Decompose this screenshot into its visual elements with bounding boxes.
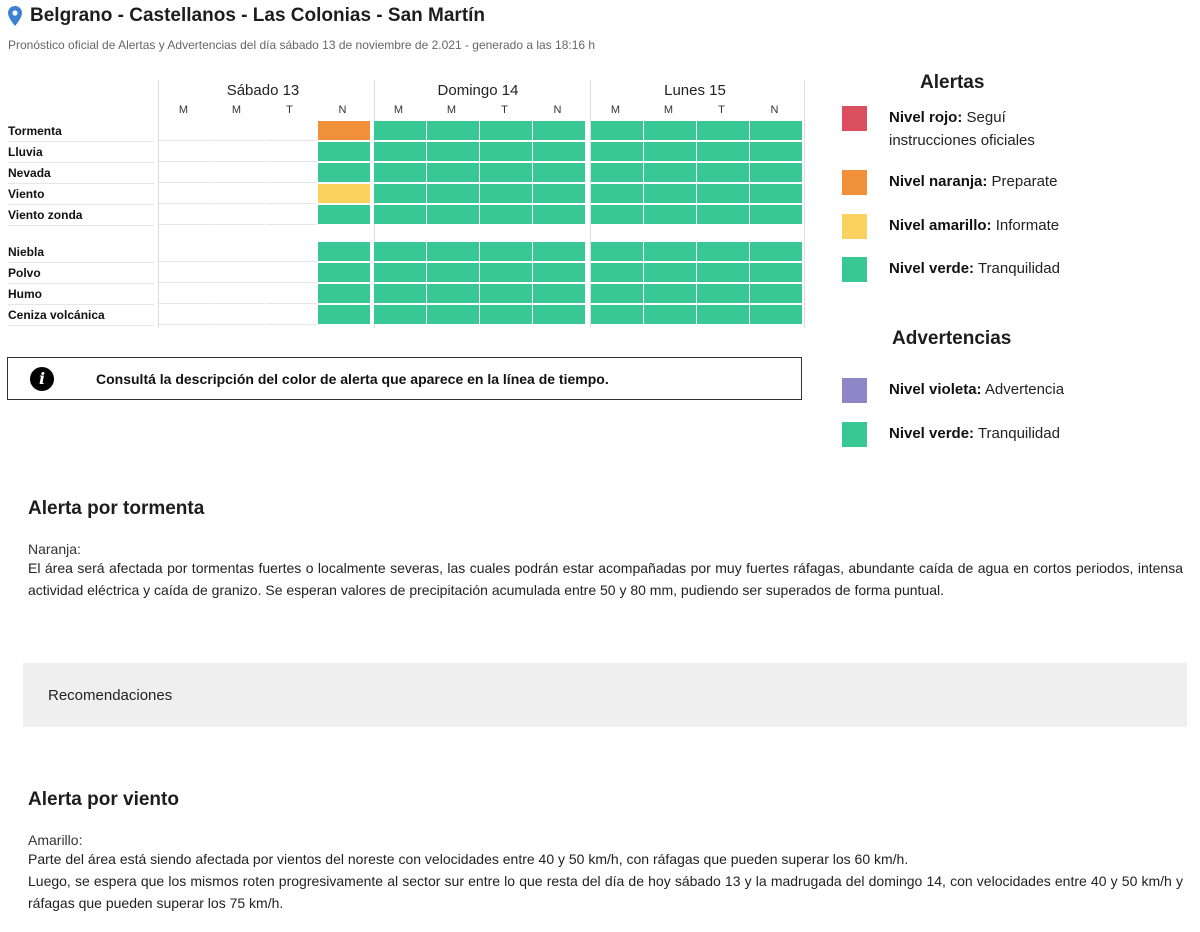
- phenomenon-label: Viento zonda: [8, 205, 154, 226]
- time-slot-label: T: [718, 104, 725, 116]
- legend-item-naranja: [842, 170, 1089, 195]
- legend-item-violeta: [842, 378, 1089, 403]
- legend-swatch: [842, 257, 867, 282]
- time-slot-label: M: [231, 104, 242, 116]
- alert-cell-verde[interactable]: [644, 242, 696, 261]
- time-slot-label: T: [286, 104, 293, 116]
- alert-cell-empty[interactable]: [212, 284, 264, 304]
- legend-advertencias-title: Advertencias: [892, 328, 1012, 349]
- alert-cell-verde[interactable]: [591, 163, 643, 182]
- alert-cell-verde[interactable]: [318, 263, 370, 282]
- alert-cell-verde[interactable]: [427, 242, 479, 261]
- phenomenon-label: Viento: [8, 184, 154, 205]
- alert-cell-verde[interactable]: [480, 142, 532, 161]
- alert-cell-empty[interactable]: [212, 121, 264, 141]
- legend-item-rojo: [842, 106, 1089, 152]
- alert-cell-verde[interactable]: [697, 205, 749, 224]
- recomendaciones-accordion[interactable]: [23, 663, 1187, 727]
- legend-level-desc: Informate: [995, 217, 1060, 234]
- alert-cell-empty[interactable]: [212, 305, 264, 325]
- alert-cell-verde[interactable]: [533, 121, 585, 140]
- alert-cell-empty[interactable]: [159, 284, 211, 304]
- alert-cell-verde[interactable]: [591, 184, 643, 203]
- alert-cell-empty[interactable]: [265, 142, 317, 162]
- alert-cell-empty[interactable]: [159, 305, 211, 325]
- alert-cell-verde[interactable]: [644, 205, 696, 224]
- alert-cell-verde[interactable]: [697, 184, 749, 203]
- alert-cell-verde[interactable]: [374, 184, 426, 203]
- alert-cell-verde[interactable]: [374, 263, 426, 282]
- alert-cell-verde[interactable]: [533, 242, 585, 261]
- alert-cell-empty[interactable]: [265, 184, 317, 204]
- phenomenon-label: Polvo: [8, 263, 154, 284]
- alert-cell-empty[interactable]: [159, 242, 211, 262]
- alert-cell-verde[interactable]: [374, 121, 426, 140]
- alert-cell-verde[interactable]: [318, 163, 370, 182]
- legend-alertas-title: Alertas: [920, 72, 985, 93]
- alert-cell-verde[interactable]: [427, 121, 479, 140]
- alert-cell-verde[interactable]: [697, 121, 749, 140]
- alert-cell-verde[interactable]: [644, 142, 696, 161]
- legend-level-desc: Tranquilidad: [977, 260, 1060, 277]
- legend-swatch: [842, 422, 867, 447]
- alert-cell-verde[interactable]: [374, 305, 426, 324]
- legend-level-name: Nivel verde:: [889, 260, 975, 277]
- alert-cell-verde[interactable]: [644, 163, 696, 182]
- alert-cell-amarillo[interactable]: [318, 184, 370, 203]
- alert-cell-empty[interactable]: [265, 242, 317, 262]
- alert-cell-verde[interactable]: [644, 121, 696, 140]
- legend-level-desc: Advertencia: [984, 381, 1065, 398]
- alert-cell-empty[interactable]: [265, 284, 317, 304]
- alert-cell-verde[interactable]: [750, 263, 802, 282]
- alert-paragraph: Luego, se espera que los mismos roten progresivamente al sector sur entre lo que resta del día de hoy sábado 13 y la madrugada del domingo 14, con velocidades entre 40 y 50 km/h y ráfagas que pueden superar los 75 km/h.: [28, 873, 1183, 911]
- day-label: Lunes 15: [664, 82, 726, 99]
- time-slot-label: N: [338, 104, 347, 116]
- alert-cell-verde[interactable]: [533, 305, 585, 324]
- alert-cell-verde[interactable]: [318, 242, 370, 261]
- alert-cell-empty[interactable]: [212, 205, 264, 225]
- alert-cell-verde[interactable]: [533, 184, 585, 203]
- alert-cell-empty[interactable]: [159, 163, 211, 183]
- legend-swatch: [842, 106, 867, 131]
- alert-cell-verde[interactable]: [644, 305, 696, 324]
- alert-cell-empty[interactable]: [212, 242, 264, 262]
- alert-cell-verde[interactable]: [644, 284, 696, 303]
- time-slot-label: N: [770, 104, 779, 116]
- alert-cell-empty[interactable]: [159, 263, 211, 283]
- alert-cell-verde[interactable]: [374, 142, 426, 161]
- alert-cell-verde[interactable]: [427, 305, 479, 324]
- alert-title: Alerta por viento: [28, 789, 179, 810]
- location-pin-icon: [8, 6, 22, 26]
- legend-level-name: Nivel verde:: [889, 425, 975, 442]
- day-label: Domingo 14: [437, 82, 519, 99]
- time-slot-label: N: [553, 104, 562, 116]
- page-header: [8, 4, 1188, 52]
- alert-cell-verde[interactable]: [533, 163, 585, 182]
- legend-text: [889, 170, 1089, 195]
- alert-cell-verde[interactable]: [427, 284, 479, 303]
- alert-cell-verde[interactable]: [591, 242, 643, 261]
- page-title: Belgrano - Castellanos - Las Colonias - San Martín: [30, 5, 486, 26]
- alert-cell-verde[interactable]: [374, 205, 426, 224]
- phenomenon-label: Tormenta: [8, 121, 154, 142]
- alert-cell-verde[interactable]: [750, 163, 802, 182]
- alert-cell-verde[interactable]: [697, 242, 749, 261]
- alert-cell-verde[interactable]: [750, 284, 802, 303]
- alert-cell-verde[interactable]: [697, 305, 749, 324]
- alert-cell-empty[interactable]: [212, 142, 264, 162]
- legend-text: [889, 214, 1089, 239]
- alert-cell-verde[interactable]: [591, 142, 643, 161]
- alert-cell-empty[interactable]: [265, 163, 317, 183]
- phenomenon-label: Humo: [8, 284, 154, 305]
- alert-paragraph: El área será afectada por tormentas fuertes o localmente severas, las cuales podrán estar acompañadas por muy fuertes ráfagas, abundante caída de agua en cortos periodos, intensa actividad eléctrica y caída de granizo. Se esperan valores de precipitación acumulada entre 50 y 80 mm, pudiendo ser superados de forma puntual.: [28, 560, 1183, 598]
- legend-level-name: Nivel violeta:: [889, 381, 982, 398]
- alert-section-viento: [28, 789, 1183, 914]
- phenomenon-label: Niebla: [8, 242, 154, 263]
- alert-cell-verde[interactable]: [750, 305, 802, 324]
- time-slot-label: M: [446, 104, 457, 116]
- info-icon: i: [30, 367, 54, 391]
- alert-cell-verde[interactable]: [427, 142, 479, 161]
- grid-divider: [804, 80, 805, 328]
- alert-cell-verde[interactable]: [591, 121, 643, 140]
- info-text: Consultá la descripción del color de alerta que aparece en la línea de tiempo.: [96, 370, 609, 387]
- alert-cell-empty[interactable]: [265, 121, 317, 141]
- recomendaciones-label[interactable]: Recomendaciones: [48, 686, 173, 704]
- page-subtitle: Pronóstico oficial de Alertas y Advertencias del día sábado 13 de noviembre de 2.021 - generado a las 18:16 h: [8, 38, 596, 52]
- alert-cell-verde[interactable]: [480, 305, 532, 324]
- alert-cell-verde[interactable]: [644, 184, 696, 203]
- legend-level-desc: Preparate: [991, 173, 1058, 190]
- alert-cell-verde[interactable]: [644, 263, 696, 282]
- alert-description: [28, 848, 1183, 914]
- alert-cell-verde[interactable]: [591, 205, 643, 224]
- legend-level-name: Nivel rojo:: [889, 109, 963, 126]
- alert-cell-verde[interactable]: [374, 284, 426, 303]
- alert-cell-verde[interactable]: [750, 142, 802, 161]
- alert-cell-verde[interactable]: [750, 205, 802, 224]
- alert-title: Alerta por tormenta: [28, 498, 205, 519]
- phenomenon-label: Ceniza volcánica: [8, 305, 154, 326]
- alert-cell-empty[interactable]: [265, 305, 317, 325]
- legend-item-verde: [842, 422, 1089, 447]
- alert-cell-empty[interactable]: [265, 205, 317, 225]
- day-label: Sábado 13: [226, 82, 300, 99]
- alert-timeline: [8, 80, 804, 330]
- legend-swatch: [842, 170, 867, 195]
- legend-level-desc: Tranquilidad: [977, 425, 1060, 442]
- alert-cell-verde[interactable]: [533, 142, 585, 161]
- alert-cell-empty[interactable]: [212, 184, 264, 204]
- legend-swatch: [842, 214, 867, 239]
- legend-text: [889, 378, 1089, 403]
- alert-cell-verde[interactable]: [480, 284, 532, 303]
- alert-cell-verde[interactable]: [480, 263, 532, 282]
- alert-cell-verde[interactable]: [318, 142, 370, 161]
- alert-cell-verde[interactable]: [533, 205, 585, 224]
- alert-cell-verde[interactable]: [374, 163, 426, 182]
- alert-cell-verde[interactable]: [427, 263, 479, 282]
- time-slot-label: M: [610, 104, 621, 116]
- alert-cell-verde[interactable]: [697, 163, 749, 182]
- alert-cell-empty[interactable]: [159, 205, 211, 225]
- time-slot-label: M: [663, 104, 674, 116]
- alert-cell-verde[interactable]: [750, 184, 802, 203]
- time-slot-label: M: [393, 104, 404, 116]
- alert-paragraph: Parte del área está siendo afectada por vientos del noreste con velocidades entre 40 y 50 km/h, con ráfagas que pueden superar los 60 km/h.: [28, 851, 909, 867]
- alert-cell-empty[interactable]: [212, 163, 264, 183]
- legend-text: [889, 106, 1089, 152]
- alert-cell-verde[interactable]: [427, 163, 479, 182]
- alert-cell-empty[interactable]: [212, 263, 264, 283]
- legend-text: [889, 422, 1089, 447]
- alert-cell-verde[interactable]: [591, 263, 643, 282]
- alert-cell-verde[interactable]: [750, 121, 802, 140]
- alert-cell-verde[interactable]: [591, 305, 643, 324]
- alert-cell-verde[interactable]: [480, 242, 532, 261]
- alert-section-tormenta: [28, 498, 1183, 601]
- legend-item-verde: [842, 257, 1089, 282]
- legend-level-desc: Seguí instrucciones oficiales: [889, 109, 1035, 149]
- time-slot-label: T: [501, 104, 508, 116]
- alert-level: Amarillo:: [28, 832, 83, 848]
- alert-cell-verde[interactable]: [697, 142, 749, 161]
- legend-item-amarillo: [842, 214, 1089, 239]
- alert-level: Naranja:: [28, 541, 81, 557]
- alert-cell-verde[interactable]: [697, 284, 749, 303]
- phenomenon-label: Nevada: [8, 163, 154, 184]
- time-slot-label: M: [178, 104, 189, 116]
- alert-cell-verde[interactable]: [374, 242, 426, 261]
- alert-cell-verde[interactable]: [750, 242, 802, 261]
- legend-text: [889, 257, 1089, 282]
- alert-cell-verde[interactable]: [697, 263, 749, 282]
- alert-cell-empty[interactable]: [159, 184, 211, 204]
- alert-cell-verde[interactable]: [480, 184, 532, 203]
- alert-cell-naranja[interactable]: [318, 121, 370, 140]
- alert-cell-empty[interactable]: [265, 263, 317, 283]
- legend-level-name: Nivel naranja:: [889, 173, 988, 190]
- legend-level-name: Nivel amarillo:: [889, 217, 992, 234]
- alert-cell-empty[interactable]: [159, 142, 211, 162]
- alert-cell-verde[interactable]: [318, 305, 370, 324]
- alert-cell-verde[interactable]: [591, 284, 643, 303]
- alert-cell-verde[interactable]: [427, 184, 479, 203]
- alert-cell-verde[interactable]: [533, 284, 585, 303]
- alert-cell-empty[interactable]: [159, 121, 211, 141]
- alert-cell-verde[interactable]: [318, 205, 370, 224]
- legend-swatch: [842, 378, 867, 403]
- alert-cell-verde[interactable]: [318, 284, 370, 303]
- alert-cell-verde[interactable]: [480, 163, 532, 182]
- info-box: [7, 357, 802, 400]
- alert-cell-verde[interactable]: [480, 121, 532, 140]
- alert-cell-verde[interactable]: [427, 205, 479, 224]
- alert-description: [28, 557, 1183, 601]
- title-row: [8, 4, 1188, 28]
- alert-cell-verde[interactable]: [533, 263, 585, 282]
- phenomenon-label: Lluvia: [8, 142, 154, 163]
- alert-cell-verde[interactable]: [480, 205, 532, 224]
